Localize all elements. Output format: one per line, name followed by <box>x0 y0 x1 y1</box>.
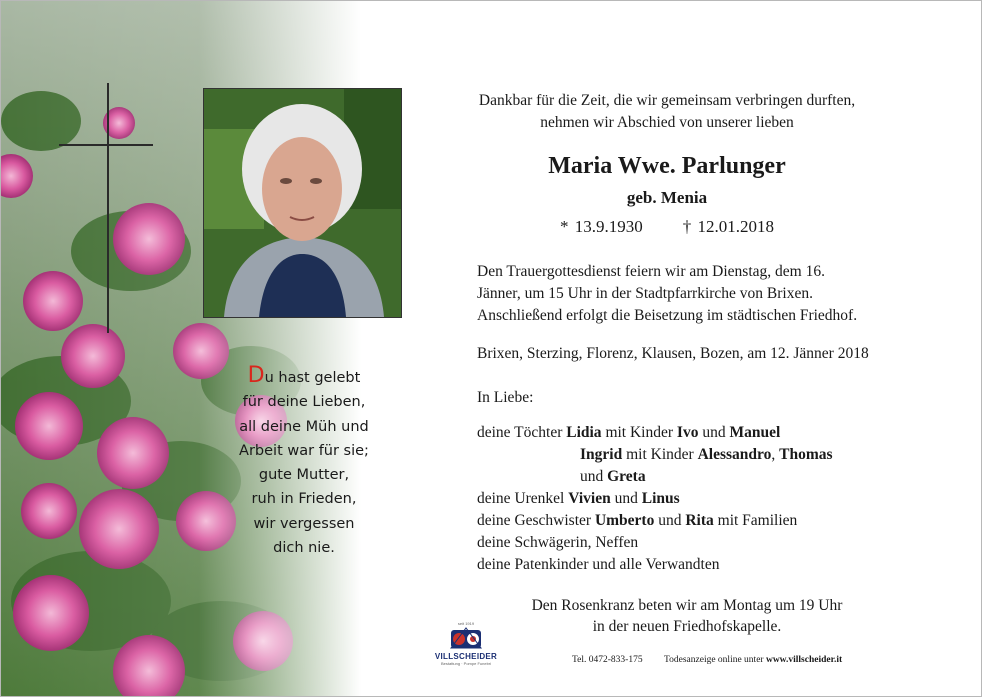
website-link[interactable]: www.villscheider.it <box>765 655 843 665</box>
cross-vertical <box>107 83 109 333</box>
service-line: Jänner, um 15 Uhr in der Stadtpfarrkirche von Brixen. <box>477 285 813 302</box>
portrait-photo <box>203 88 402 318</box>
poem-line: wir vergessen <box>253 515 355 532</box>
rosary-line: Den Rosenkranz beten wir am Montag um 19 Uhr <box>531 597 843 614</box>
portrait-photo-art <box>204 89 401 317</box>
in-liebe: In Liebe: <box>477 389 534 406</box>
family-name: Vivien <box>568 490 611 507</box>
poem-line: gute Mutter, <box>258 467 350 484</box>
cross-horizontal <box>59 144 153 146</box>
online-prefix: Todesanzeige online unter <box>664 655 766 665</box>
life-dates <box>477 217 857 237</box>
family-text: mit Kinder <box>622 446 698 463</box>
family-name: Thomas <box>779 446 833 463</box>
poem-line-rest: u hast gelebt <box>264 370 361 386</box>
family-text: und <box>698 424 730 441</box>
funeral-service <box>477 261 937 327</box>
logo-since: seit 1919 <box>457 621 475 626</box>
family-text: und <box>610 490 642 507</box>
death-date: † 12.01.2018 <box>682 217 774 236</box>
family-name: Ivo <box>676 424 699 441</box>
family-text: und <box>654 512 686 529</box>
family-name: Lidia <box>566 424 602 441</box>
place-date: Brixen, Sterzing, Florenz, Klausen, Bozen, am 12. Jänner 2018 <box>477 345 869 362</box>
family-text: mit Kinder <box>601 424 677 441</box>
family-text: deine Töchter <box>477 424 567 441</box>
poem-line: dich nie. <box>273 540 335 557</box>
family-row <box>477 444 947 466</box>
poem-line: all deine Müh und <box>239 418 369 435</box>
family-name: Umberto <box>594 512 655 529</box>
family-text: deine Geschwister <box>477 512 595 529</box>
family-row: deine Schwägerin, Neffen <box>477 534 639 551</box>
service-line: Anschließend erfolgt die Beisetzung im städtischen Friedhof. <box>477 307 858 324</box>
intro-line: nehmen wir Abschied von unserer lieben <box>540 114 794 131</box>
poem-line <box>209 363 399 390</box>
family-name: Rita <box>685 512 714 529</box>
family-text: mit Familien <box>713 512 798 529</box>
family-name: Greta <box>607 468 646 485</box>
intro-line: Dankbar für die Zeit, die wir gemeinsam verbringen durften, <box>478 92 856 109</box>
service-line: Den Trauergottesdienst feiern wir am Dienstag, dem 16. <box>477 263 825 280</box>
maiden-name: geb. Menia <box>626 188 708 207</box>
poem-line: für deine Lieben, <box>242 394 366 411</box>
family-text: und <box>580 468 608 485</box>
memorial-poem <box>209 363 399 560</box>
poem-initial: D <box>247 363 265 388</box>
deceased-name: Maria Wwe. Parlunger <box>548 153 786 179</box>
family-text: , <box>771 446 780 463</box>
family-name: Linus <box>641 490 680 507</box>
family-row <box>477 488 947 510</box>
family-list <box>477 422 947 576</box>
birth-date: * 13.9.1930 <box>560 217 643 236</box>
family-row: deine Patenkinder und alle Verwandten <box>477 556 720 573</box>
family-row <box>477 466 947 488</box>
family-text: deine Urenkel <box>477 490 569 507</box>
online-notice <box>664 655 842 665</box>
family-row <box>477 422 947 444</box>
logo-emblem-icon <box>429 626 503 652</box>
rosary-note <box>477 595 897 637</box>
family-name: Alessandro <box>697 446 772 463</box>
family-name: Manuel <box>729 424 781 441</box>
poem-line: Arbeit war für sie; <box>239 442 369 459</box>
family-name: Ingrid <box>580 446 623 463</box>
funeral-home-logo <box>429 621 503 666</box>
phone-number: Tel. 0472-833-175 <box>572 655 643 665</box>
poem-line: ruh in Frieden, <box>251 491 357 508</box>
rosary-line: in der neuen Friedhofskapelle. <box>592 618 782 635</box>
intro <box>477 90 857 134</box>
logo-brand: VILLSCHEIDER <box>434 652 498 661</box>
logo-subtitle: Bestattung · Pompe Funebri <box>440 661 492 666</box>
family-row <box>477 510 947 532</box>
